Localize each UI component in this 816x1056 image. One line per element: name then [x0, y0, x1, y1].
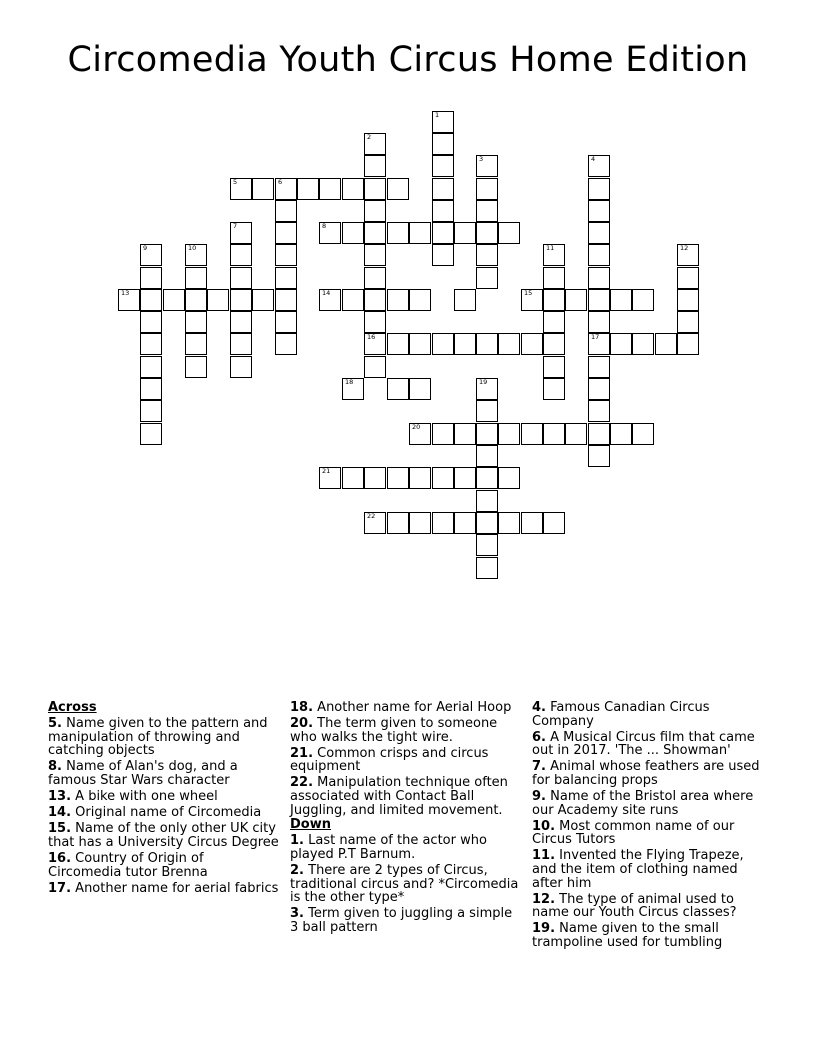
crossword-cell[interactable]	[588, 244, 610, 266]
clues-column-1	[48, 700, 280, 895]
crossword-cell[interactable]	[432, 244, 454, 266]
crossword-cell[interactable]	[230, 267, 252, 289]
crossword-cell[interactable]	[230, 311, 252, 333]
crossword-cell[interactable]	[588, 400, 610, 422]
crossword-cell[interactable]	[364, 244, 386, 266]
crossword-cell[interactable]	[476, 244, 498, 266]
clue-number: 5.	[48, 716, 62, 732]
clue-number-label: 18	[345, 378, 354, 386]
crossword-cell[interactable]	[409, 333, 431, 355]
crossword-cell[interactable]	[230, 333, 252, 355]
crossword-cell[interactable]	[297, 178, 319, 200]
crossword-cell[interactable]	[118, 289, 140, 311]
clue-down-3	[290, 907, 522, 934]
crossword-cell[interactable]	[275, 289, 297, 311]
crossword-cell[interactable]	[476, 423, 498, 445]
crossword-cell[interactable]	[476, 178, 498, 200]
crossword-cell[interactable]	[364, 333, 386, 355]
clue-number-label: 2	[367, 133, 372, 141]
clue-text: Most common name of our Circus Tutors	[532, 818, 735, 848]
crossword-cell[interactable]	[364, 289, 386, 311]
crossword-cell[interactable]	[207, 289, 229, 311]
crossword-cell[interactable]	[275, 222, 297, 244]
clue-text: Another name for aerial fabrics	[75, 880, 279, 896]
crossword-cell[interactable]	[319, 222, 341, 244]
crossword-cell[interactable]	[498, 467, 520, 489]
crossword-cell[interactable]	[498, 423, 520, 445]
clue-text: Manipulation technique often associated with Contact Ball Juggling, and limited movement.	[290, 775, 508, 818]
clue-number-label: 15	[524, 289, 533, 297]
crossword-cell[interactable]	[230, 244, 252, 266]
crossword-cell[interactable]	[588, 178, 610, 200]
clue-text: Name given to the pattern and manipulation of throwing and catching objects	[48, 716, 268, 759]
crossword-cell[interactable]	[476, 155, 498, 177]
crossword-cell[interactable]	[565, 289, 587, 311]
clue-number-label: 6	[278, 178, 283, 186]
crossword-cell[interactable]	[588, 311, 610, 333]
crossword-cell[interactable]	[364, 467, 386, 489]
clue-number: 2.	[290, 863, 304, 879]
clue-number-label: 17	[591, 333, 600, 341]
clue-text: The type of animal used to name our Youth Circus classes?	[532, 891, 737, 921]
clue-across-17	[48, 882, 280, 896]
crossword-cell[interactable]	[364, 178, 386, 200]
crossword-cell[interactable]	[588, 356, 610, 378]
crossword-cell[interactable]	[543, 356, 565, 378]
clue-number-label: 20	[412, 423, 421, 431]
clue-down-19	[532, 922, 764, 949]
clue-across-13	[48, 790, 280, 804]
crossword-cell[interactable]	[185, 356, 207, 378]
crossword-cell[interactable]	[588, 445, 610, 467]
clue-across-18	[290, 701, 522, 715]
crossword-cell[interactable]	[364, 356, 386, 378]
clue-number: 14.	[48, 805, 72, 821]
clues-column-2	[290, 700, 522, 935]
clue-text: Name given to the small trampoline used for tumbling	[532, 921, 723, 950]
crossword-cell[interactable]	[364, 200, 386, 222]
crossword-cell[interactable]	[610, 289, 632, 311]
crossword-cell[interactable]	[432, 222, 454, 244]
crossword-cell[interactable]	[632, 423, 654, 445]
crossword-cell[interactable]	[140, 356, 162, 378]
clue-across-5	[48, 717, 280, 758]
clue-text: Another name for Aerial Hoop	[317, 700, 512, 715]
crossword-cell[interactable]	[476, 445, 498, 467]
crossword-cell[interactable]	[476, 200, 498, 222]
crossword-cell[interactable]	[588, 289, 610, 311]
crossword-cell[interactable]	[140, 423, 162, 445]
clue-text: Original name of Circomedia	[75, 805, 262, 821]
crossword-cell[interactable]	[677, 267, 699, 289]
crossword-cell[interactable]	[476, 534, 498, 556]
clue-number-label: 21	[322, 467, 331, 475]
clue-number: 15.	[48, 821, 72, 837]
crossword-cell[interactable]	[319, 467, 341, 489]
crossword-cell[interactable]	[476, 267, 498, 289]
crossword-cell[interactable]	[140, 333, 162, 355]
crossword-cell[interactable]	[588, 423, 610, 445]
clue-text: Animal whose feathers are used for balancing props	[532, 759, 760, 788]
clue-text: Name of Alan's dog, and a famous Star Wars character	[48, 759, 238, 788]
clue-down-7	[532, 760, 764, 787]
clue-number-label: 4	[591, 155, 596, 163]
crossword-cell[interactable]	[230, 178, 252, 200]
clue-number: 21.	[290, 745, 314, 761]
crossword-cell[interactable]	[275, 244, 297, 266]
clue-text: The term given to someone who walks the tight wire.	[290, 716, 498, 745]
crossword-cell[interactable]	[432, 467, 454, 489]
clue-text: A bike with one wheel	[75, 789, 218, 805]
clue-down-12	[532, 893, 764, 920]
crossword-cell[interactable]	[498, 222, 520, 244]
crossword-cell[interactable]	[342, 289, 364, 311]
crossword-cell[interactable]	[342, 222, 364, 244]
crossword-cell[interactable]	[454, 423, 476, 445]
crossword-cell[interactable]	[230, 356, 252, 378]
crossword-cell[interactable]	[655, 333, 677, 355]
crossword-cell[interactable]	[364, 267, 386, 289]
crossword-cell[interactable]	[140, 244, 162, 266]
clue-number-label: 3	[479, 155, 484, 163]
clue-number: 6.	[532, 729, 546, 745]
crossword-cell[interactable]	[319, 178, 341, 200]
crossword-cell[interactable]	[632, 289, 654, 311]
crossword-cell[interactable]	[275, 200, 297, 222]
clue-number-label: 16	[367, 333, 376, 341]
clue-number: 18.	[290, 700, 314, 715]
crossword-cell[interactable]	[432, 512, 454, 534]
crossword-cell[interactable]	[409, 423, 431, 445]
crossword-cell[interactable]	[588, 155, 610, 177]
page-title: Circomedia Youth Circus Home Edition	[67, 40, 749, 80]
crossword-cell[interactable]	[275, 333, 297, 355]
crossword-cell[interactable]	[543, 244, 565, 266]
crossword-cell[interactable]	[409, 467, 431, 489]
clue-number-label: 5	[233, 178, 238, 186]
crossword-cell[interactable]	[588, 378, 610, 400]
crossword-cell[interactable]	[476, 467, 498, 489]
clue-number: 3.	[290, 906, 304, 922]
crossword-cell[interactable]	[364, 311, 386, 333]
clue-number-label: 13	[121, 289, 130, 297]
clue-number: 16.	[48, 850, 72, 866]
crossword-cell[interactable]	[409, 289, 431, 311]
crossword-cell[interactable]	[521, 333, 543, 355]
clue-down-4	[532, 701, 764, 728]
crossword-cell[interactable]	[185, 244, 207, 266]
clue-number: 1.	[290, 833, 304, 849]
crossword-cell[interactable]	[432, 423, 454, 445]
crossword-cell[interactable]	[432, 155, 454, 177]
across-heading: Across	[48, 700, 97, 715]
crossword-cell[interactable]	[432, 133, 454, 155]
crossword-cell[interactable]	[364, 222, 386, 244]
crossword-cell[interactable]	[140, 267, 162, 289]
clue-number-label: 8	[322, 222, 327, 230]
clue-number: 11.	[532, 848, 556, 864]
crossword-cell[interactable]	[454, 512, 476, 534]
crossword-cell[interactable]	[140, 400, 162, 422]
crossword-cell[interactable]	[163, 289, 185, 311]
clue-across-22	[290, 776, 522, 817]
clue-down-6	[532, 731, 764, 758]
clue-text: Country of Origin of Circomedia tutor Brenna	[48, 850, 208, 880]
crossword-cell[interactable]	[364, 155, 386, 177]
crossword-cell[interactable]	[610, 333, 632, 355]
clue-number-label: 12	[680, 244, 689, 252]
crossword-cell[interactable]	[476, 557, 498, 579]
clue-across-14	[48, 806, 280, 820]
crossword-cell[interactable]	[275, 267, 297, 289]
crossword-cell[interactable]	[387, 333, 409, 355]
crossword-cell[interactable]	[632, 333, 654, 355]
clue-number: 10.	[532, 818, 556, 834]
clue-number-label: 10	[188, 244, 197, 252]
crossword-cell[interactable]	[588, 222, 610, 244]
crossword-cell[interactable]	[252, 289, 274, 311]
clue-down-11	[532, 849, 764, 890]
crossword-cell[interactable]	[387, 178, 409, 200]
crossword-cell[interactable]	[476, 333, 498, 355]
clue-across-15	[48, 822, 280, 849]
crossword-cell[interactable]	[476, 400, 498, 422]
crossword-cell[interactable]	[565, 423, 587, 445]
crossword-cell[interactable]	[387, 222, 409, 244]
crossword-cell[interactable]	[387, 378, 409, 400]
crossword-cell[interactable]	[543, 267, 565, 289]
crossword-cell[interactable]	[409, 222, 431, 244]
crossword-cell[interactable]	[610, 423, 632, 445]
crossword-cell[interactable]	[432, 200, 454, 222]
crossword-cell[interactable]	[275, 178, 297, 200]
clue-text: A Musical Circus film that came out in 2017. 'The ... Showman'	[532, 729, 755, 759]
clue-text: Common crisps and circus equipment	[290, 745, 489, 775]
clue-text: Last name of the actor who played P.T Barnum.	[290, 833, 487, 862]
crossword-cell[interactable]	[543, 333, 565, 355]
crossword-cell[interactable]	[432, 178, 454, 200]
clue-number: 20.	[290, 716, 314, 732]
crossword-cell[interactable]	[319, 289, 341, 311]
crossword-cell[interactable]	[185, 333, 207, 355]
clue-number: 17.	[48, 880, 72, 896]
clue-number: 9.	[532, 789, 546, 805]
crossword-cell[interactable]	[432, 333, 454, 355]
crossword-cell[interactable]	[342, 378, 364, 400]
clue-number-label: 1	[435, 111, 440, 119]
crossword-cell[interactable]	[677, 289, 699, 311]
clue-number: 4.	[532, 700, 546, 715]
crossword-cell[interactable]	[454, 333, 476, 355]
crossword-cell[interactable]	[498, 333, 520, 355]
crossword-cell[interactable]	[140, 378, 162, 400]
clue-number: 19.	[532, 921, 556, 937]
crossword-cell[interactable]	[342, 467, 364, 489]
crossword-cell[interactable]	[588, 333, 610, 355]
crossword-cell[interactable]	[543, 512, 565, 534]
clue-number: 22.	[290, 775, 314, 791]
clue-down-2	[290, 864, 522, 905]
crossword-cell[interactable]	[409, 378, 431, 400]
crossword-cell[interactable]	[409, 512, 431, 534]
crossword-cell[interactable]	[588, 267, 610, 289]
clues-column-3	[532, 700, 764, 950]
clue-text: Famous Canadian Circus Company	[532, 700, 710, 729]
clue-number: 12.	[532, 891, 556, 907]
crossword-cell[interactable]	[230, 289, 252, 311]
clue-text: There are 2 types of Circus, traditional circus and? *Circomedia is the other type*	[290, 863, 519, 906]
crossword-cell[interactable]	[387, 512, 409, 534]
crossword-cell[interactable]	[498, 512, 520, 534]
clue-number: 13.	[48, 789, 72, 805]
crossword-cell[interactable]	[543, 378, 565, 400]
crossword-cell[interactable]	[476, 222, 498, 244]
crossword-cell[interactable]	[275, 311, 297, 333]
clue-across-21	[290, 747, 522, 774]
crossword-cell[interactable]	[677, 311, 699, 333]
clue-text: Name of the Bristol area where our Academy site runs	[532, 789, 754, 818]
clue-across-16	[48, 852, 280, 879]
clue-down-10	[532, 820, 764, 847]
crossword-cell[interactable]	[454, 467, 476, 489]
clue-number: 8.	[48, 759, 62, 775]
clue-across-8	[48, 760, 280, 787]
clue-number-label: 9	[143, 244, 148, 252]
crossword-cell[interactable]	[454, 222, 476, 244]
clue-number-label: 7	[233, 222, 238, 230]
crossword-cell[interactable]	[677, 333, 699, 355]
clue-across-20	[290, 717, 522, 744]
crossword-cell[interactable]	[543, 423, 565, 445]
crossword-cell[interactable]	[454, 289, 476, 311]
crossword-cell[interactable]	[185, 289, 207, 311]
crossword-cell[interactable]	[185, 311, 207, 333]
crossword-cell[interactable]	[230, 222, 252, 244]
crossword-cell[interactable]	[677, 244, 699, 266]
crossword-cell[interactable]	[476, 490, 498, 512]
clue-number-label: 14	[322, 289, 331, 297]
clue-text: Term given to juggling a simple 3 ball pattern	[290, 906, 513, 935]
crossword-cell[interactable]	[387, 467, 409, 489]
down-heading: Down	[290, 817, 331, 833]
crossword-cell[interactable]	[140, 289, 162, 311]
clue-number: 7.	[532, 759, 546, 775]
crossword-cell[interactable]	[185, 267, 207, 289]
crossword-cell[interactable]	[432, 111, 454, 133]
crossword-cell[interactable]	[387, 289, 409, 311]
crossword-cell[interactable]	[364, 133, 386, 155]
crossword-cell[interactable]	[521, 512, 543, 534]
clue-down-1	[290, 834, 522, 861]
crossword-cell[interactable]	[252, 178, 274, 200]
crossword-cell[interactable]	[521, 423, 543, 445]
clue-number-label: 11	[546, 244, 555, 252]
clue-number-label: 22	[367, 512, 376, 520]
crossword-cell[interactable]	[543, 289, 565, 311]
crossword-cell[interactable]	[521, 289, 543, 311]
clue-text: Invented the Flying Trapeze, and the item of clothing named after him	[532, 848, 744, 891]
crossword-cell[interactable]	[476, 378, 498, 400]
clue-down-9	[532, 790, 764, 817]
clue-text: Name of the only other UK city that has a University Circus Degree	[48, 821, 279, 850]
crossword-cell[interactable]	[364, 512, 386, 534]
crossword-cell[interactable]	[140, 311, 162, 333]
crossword-cell[interactable]	[588, 200, 610, 222]
crossword-cell[interactable]	[476, 512, 498, 534]
crossword-cell[interactable]	[543, 311, 565, 333]
clue-number-label: 19	[479, 378, 488, 386]
crossword-cell[interactable]	[342, 178, 364, 200]
